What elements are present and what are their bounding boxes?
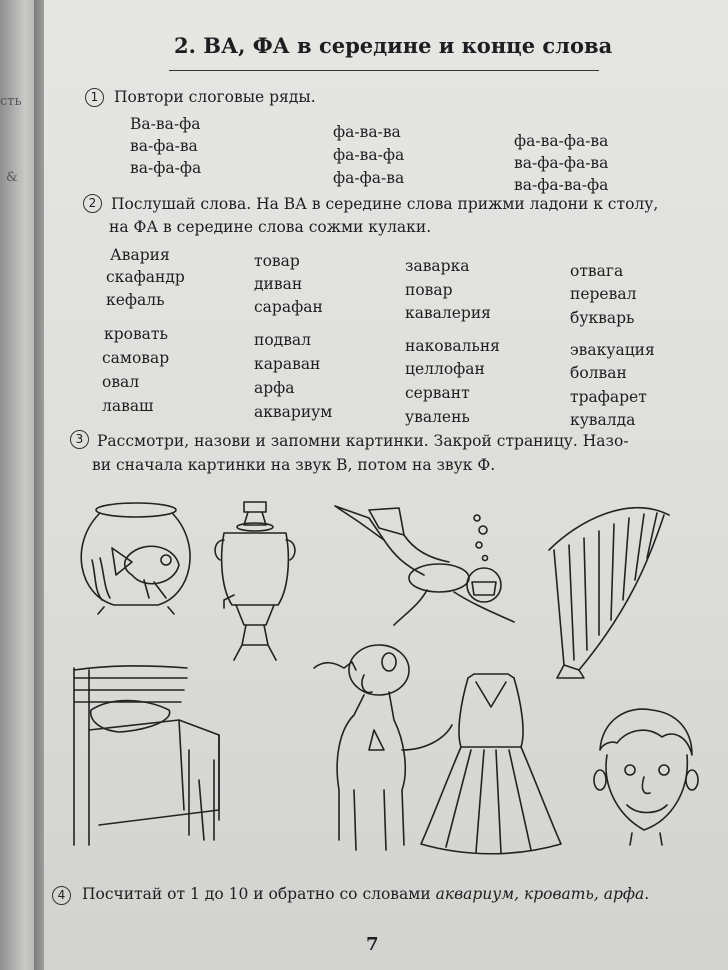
left-page-text: сть <box>0 94 22 109</box>
task-number-badge: 1 <box>85 88 104 107</box>
syllable-row: ва-фа-ва <box>130 137 198 155</box>
word-item: букварь <box>570 309 635 327</box>
word-item: наковальня <box>405 337 500 355</box>
word-item: Авария <box>110 246 170 264</box>
syllable-row: фа-ва-фа-ва <box>514 132 609 150</box>
word-item: караван <box>254 355 321 373</box>
word-item: кувалда <box>570 411 636 429</box>
syllable-row: ва-фа-ва-фа <box>514 176 609 194</box>
samovar-picture <box>214 500 294 670</box>
word-item: лаваш <box>102 397 154 415</box>
word-item: аквариум <box>254 403 333 421</box>
task-4-instruction <box>82 885 649 903</box>
bed-picture <box>69 660 239 850</box>
task-1-instruction: Повтори слоговые ряды. <box>114 88 316 106</box>
title-underline <box>169 70 599 71</box>
page-number: 7 <box>366 934 379 955</box>
dress-picture <box>416 672 566 857</box>
word-item: самовар <box>102 349 170 367</box>
word-item: диван <box>254 275 303 293</box>
task-number-badge: 3 <box>70 430 89 449</box>
word-item: целлофан <box>405 360 485 378</box>
word-item: заварка <box>405 257 470 275</box>
word-item: увалень <box>405 408 470 426</box>
harp-picture <box>539 500 679 680</box>
left-page-edge <box>0 0 36 970</box>
left-page-text: & <box>6 170 18 185</box>
word-item: кровать <box>104 325 168 343</box>
task-number-badge: 4 <box>52 886 71 905</box>
syllable-row: ва-фа-фа <box>130 159 202 177</box>
word-item: кавалерия <box>405 304 491 322</box>
aquarium-picture <box>74 500 204 615</box>
syllable-row: фа-ва-фа <box>333 146 405 164</box>
lesson-title: 2. ВА, ФА в середине и конце слова <box>174 33 613 58</box>
word-item: сарафан <box>254 298 323 316</box>
task-2-instruction-line-1: Послушай слова. На ВА в середине слова прижми ладони к столу, <box>111 195 659 213</box>
word-item: болван <box>570 364 627 382</box>
syllable-row: Ва-ва-фа <box>130 115 201 133</box>
task-4-period: . <box>644 885 650 903</box>
word-item: перевал <box>570 285 637 303</box>
word-item: повар <box>405 281 453 299</box>
word-item: трафарет <box>570 388 647 406</box>
task-4-text: Посчитай от 1 до 10 и обратно со словами <box>82 885 436 903</box>
word-item: сервант <box>405 384 470 402</box>
task-3-instruction-line-1: Рассмотри, назови и запомни картинки. Закрой страницу. Назо- <box>97 432 629 450</box>
task-3-instruction-line-2: ви сначала картинки на звук В, потом на звук Ф. <box>92 456 496 474</box>
word-item: кефаль <box>106 291 165 309</box>
task-4-words: аквариум, кровать, арфа <box>435 885 645 903</box>
syllable-row: ва-фа-фа-ва <box>514 154 609 172</box>
boy-face-picture <box>592 705 702 845</box>
syllable-row: фа-ва-ва <box>333 123 401 141</box>
word-item: отвага <box>570 262 624 280</box>
word-item: овал <box>102 373 140 391</box>
word-item: арфа <box>254 379 295 397</box>
word-item: скафандр <box>106 268 185 286</box>
workbook-page <box>44 0 728 970</box>
syllable-row: фа-фа-ва <box>333 169 405 187</box>
task-number-badge: 2 <box>83 194 102 213</box>
task-2-instruction-line-2: на ФА в середине слова сожми кулаки. <box>109 218 432 236</box>
word-item: товар <box>254 252 300 270</box>
word-item: эвакуация <box>570 341 655 359</box>
scuba-diver-picture <box>329 500 519 635</box>
word-item: подвал <box>254 331 312 349</box>
cow-picture <box>294 640 434 855</box>
